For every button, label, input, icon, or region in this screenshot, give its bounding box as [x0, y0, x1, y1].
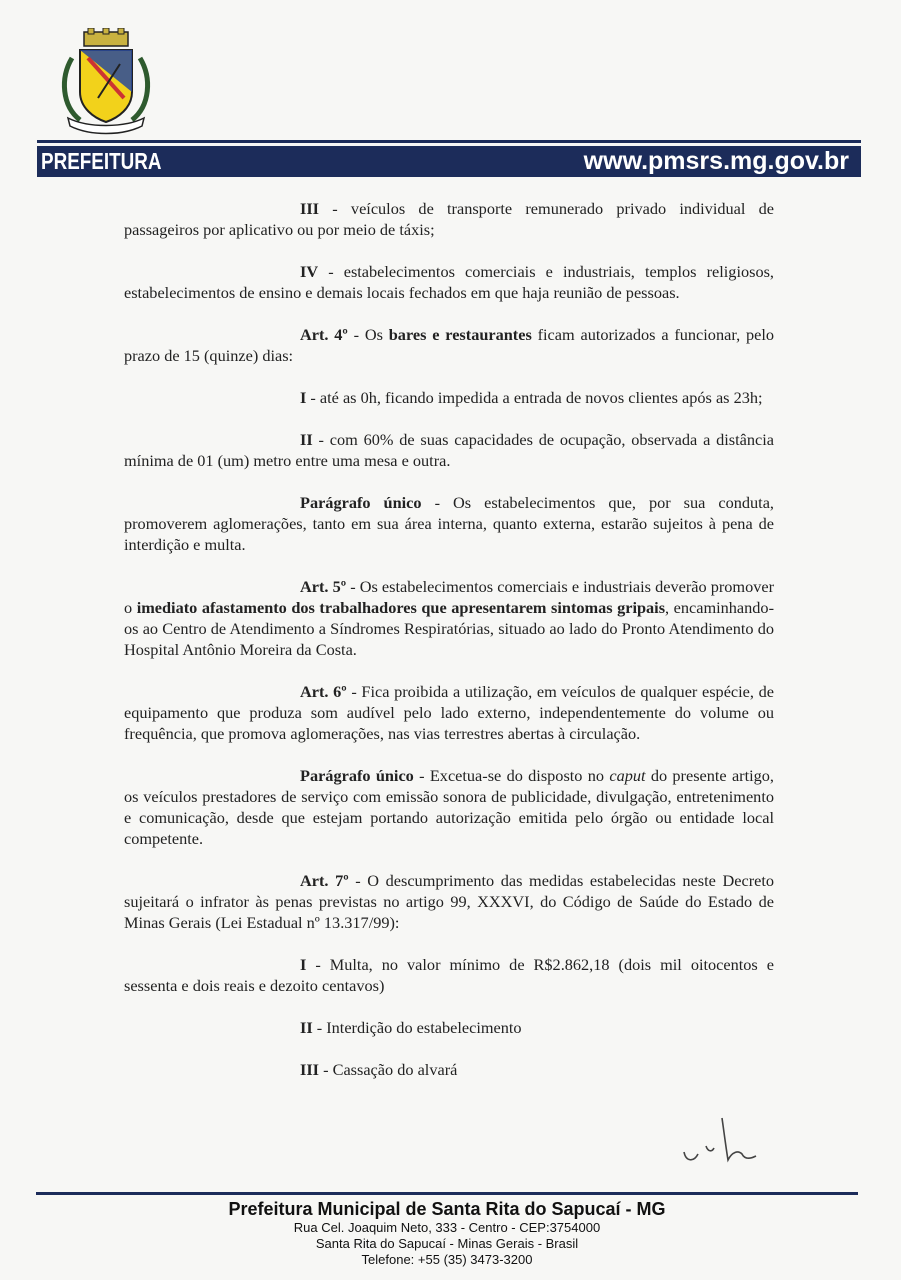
paragraph-art-4-item-ii — [124, 429, 774, 471]
paragraph-text: - Cassação do alvará — [319, 1060, 458, 1079]
paragraph-text: - Os estabelecimentos comerciais e industriais deverão promover o — [124, 577, 775, 617]
paragraph-lead: Parágrafo único — [300, 493, 422, 512]
paragraph-lead: II — [300, 1018, 313, 1037]
paragraph-item-iv — [124, 261, 774, 303]
paragraph-text: - Interdição do estabelecimento — [312, 1018, 522, 1037]
paragraph-text: - Excetua-se do disposto no — [413, 766, 610, 785]
paragraph-art-7 — [124, 870, 774, 933]
paragraph-text: - Os — [347, 325, 389, 344]
header-rule — [37, 140, 861, 143]
footer-rule — [36, 1192, 858, 1195]
handwritten-initials-icon — [676, 1112, 766, 1170]
paragraph-item-iii — [124, 198, 774, 240]
footer-phone: Telefone: +55 (35) 3473-3200 — [361, 1252, 533, 1267]
paragraph-lead: Parágrafo único — [300, 766, 414, 785]
paragraph-art-7-item-i — [124, 954, 774, 996]
footer-city: Santa Rita do Sapucaí - Minas Gerais - Brasil — [315, 1236, 579, 1251]
paragraph-lead: IV — [300, 262, 319, 281]
footer-address: Rua Cel. Joaquim Neto, 333 - Centro - CEP:3754000 — [293, 1220, 601, 1235]
paragraph-text: , encaminhando-os ao Centro de Atendimento a Síndromes Respiratórias, situado ao lado do Pronto Atendimento do Hospital Antônio Moreira da Costa. — [124, 598, 774, 659]
paragraph-lead: Art. 7º — [300, 871, 349, 890]
paragraph-text: - estabelecimentos comerciais e industriais, templos religiosos, estabelecimentos de ensino e demais locais fechados em que haja reunião de pessoas. — [124, 262, 774, 302]
paragraph-lead: Art. 5º — [300, 577, 347, 596]
paragraph-text: - até as 0h, ficando impedida a entrada de novos clientes após as 23h; — [306, 388, 763, 407]
paragraph-art-4 — [124, 324, 774, 366]
paragraph-lead: Art. 4º — [300, 325, 348, 344]
municipal-crest-icon — [58, 28, 154, 136]
header-bar — [37, 146, 861, 177]
paragraph-lead: III — [300, 199, 320, 218]
paragraph-lead: I — [300, 955, 307, 974]
paragraph-lead: Art. 6º — [300, 682, 347, 701]
paragraph-text: - O descumprimento das medidas estabelecidas neste Decreto sujeitará o infrator às penas previstas no artigo 99, XXXVI, do Código de Saúde do Estado de Minas Gerais (Lei Estadual nº 13.317/99): — [124, 871, 775, 932]
paragraph-lead: II — [300, 430, 313, 449]
paragraph-lead: III — [300, 1060, 320, 1079]
decree-body — [124, 198, 774, 1101]
header-prefeitura-label: PREFEITURA — [41, 148, 162, 174]
paragraph-text: - com 60% de suas capacidades de ocupação, observada a distância mínima de 01 (um) metro entre uma mesa e outra. — [124, 430, 774, 470]
paragraph-lead: I — [300, 388, 307, 407]
footer-title: Prefeitura Municipal de Santa Rita do Sapucaí - MG — [228, 1199, 666, 1219]
paragraph-art-7-item-ii — [124, 1017, 774, 1038]
paragraph-text: - Fica proibida a utilização, em veículos de qualquer espécie, de equipamento que produza som audível pelo lado externo, independentemente do volume ou frequência, que promova aglomerações, nas vias terrestres abertas à circulação. — [124, 682, 774, 743]
paragraph-text: - Multa, no valor mínimo de R$2.862,18 (dois mil oitocentos e sessenta e dois reais e dezoito centavos) — [124, 955, 774, 995]
paragraph-bold-text: bares e restaurantes — [388, 325, 532, 344]
paragraph-art-5 — [124, 576, 774, 660]
paragraph-art-7-item-iii — [124, 1059, 774, 1080]
paragraph-text: - Os estabelecimentos que, por sua conduta, promoverem aglomerações, tanto em sua área interna, quanto externa, estarão sujeitos à pena de interdição e multa. — [124, 493, 775, 554]
paragraph-art-6-sole — [124, 765, 774, 849]
paragraph-art-4-item-i — [124, 387, 774, 408]
paragraph-art-6 — [124, 681, 774, 744]
paragraph-text: do presente artigo, os veículos prestadores de serviço com emissão sonora de publicidade, divulgação, entretenimento e comunicação, desde que estejam portando autorização emitida pelo órgão ou entidade local competente. — [124, 766, 774, 848]
paragraph-art-4-sole — [124, 492, 774, 555]
footer — [36, 1198, 858, 1268]
paragraph-text: ficam autorizados a funcionar, pelo prazo de 15 (quinze) dias: — [124, 325, 774, 365]
paragraph-text: - veículos de transporte remunerado privado individual de passageiros por aplicativo ou por meio de táxis; — [124, 199, 774, 239]
header-website: www.pmsrs.mg.gov.br — [583, 147, 849, 175]
paragraph-italic-text: caput — [609, 766, 646, 785]
paragraph-bold-text: imediato afastamento dos trabalhadores que apresentarem sintomas gripais — [136, 598, 666, 617]
